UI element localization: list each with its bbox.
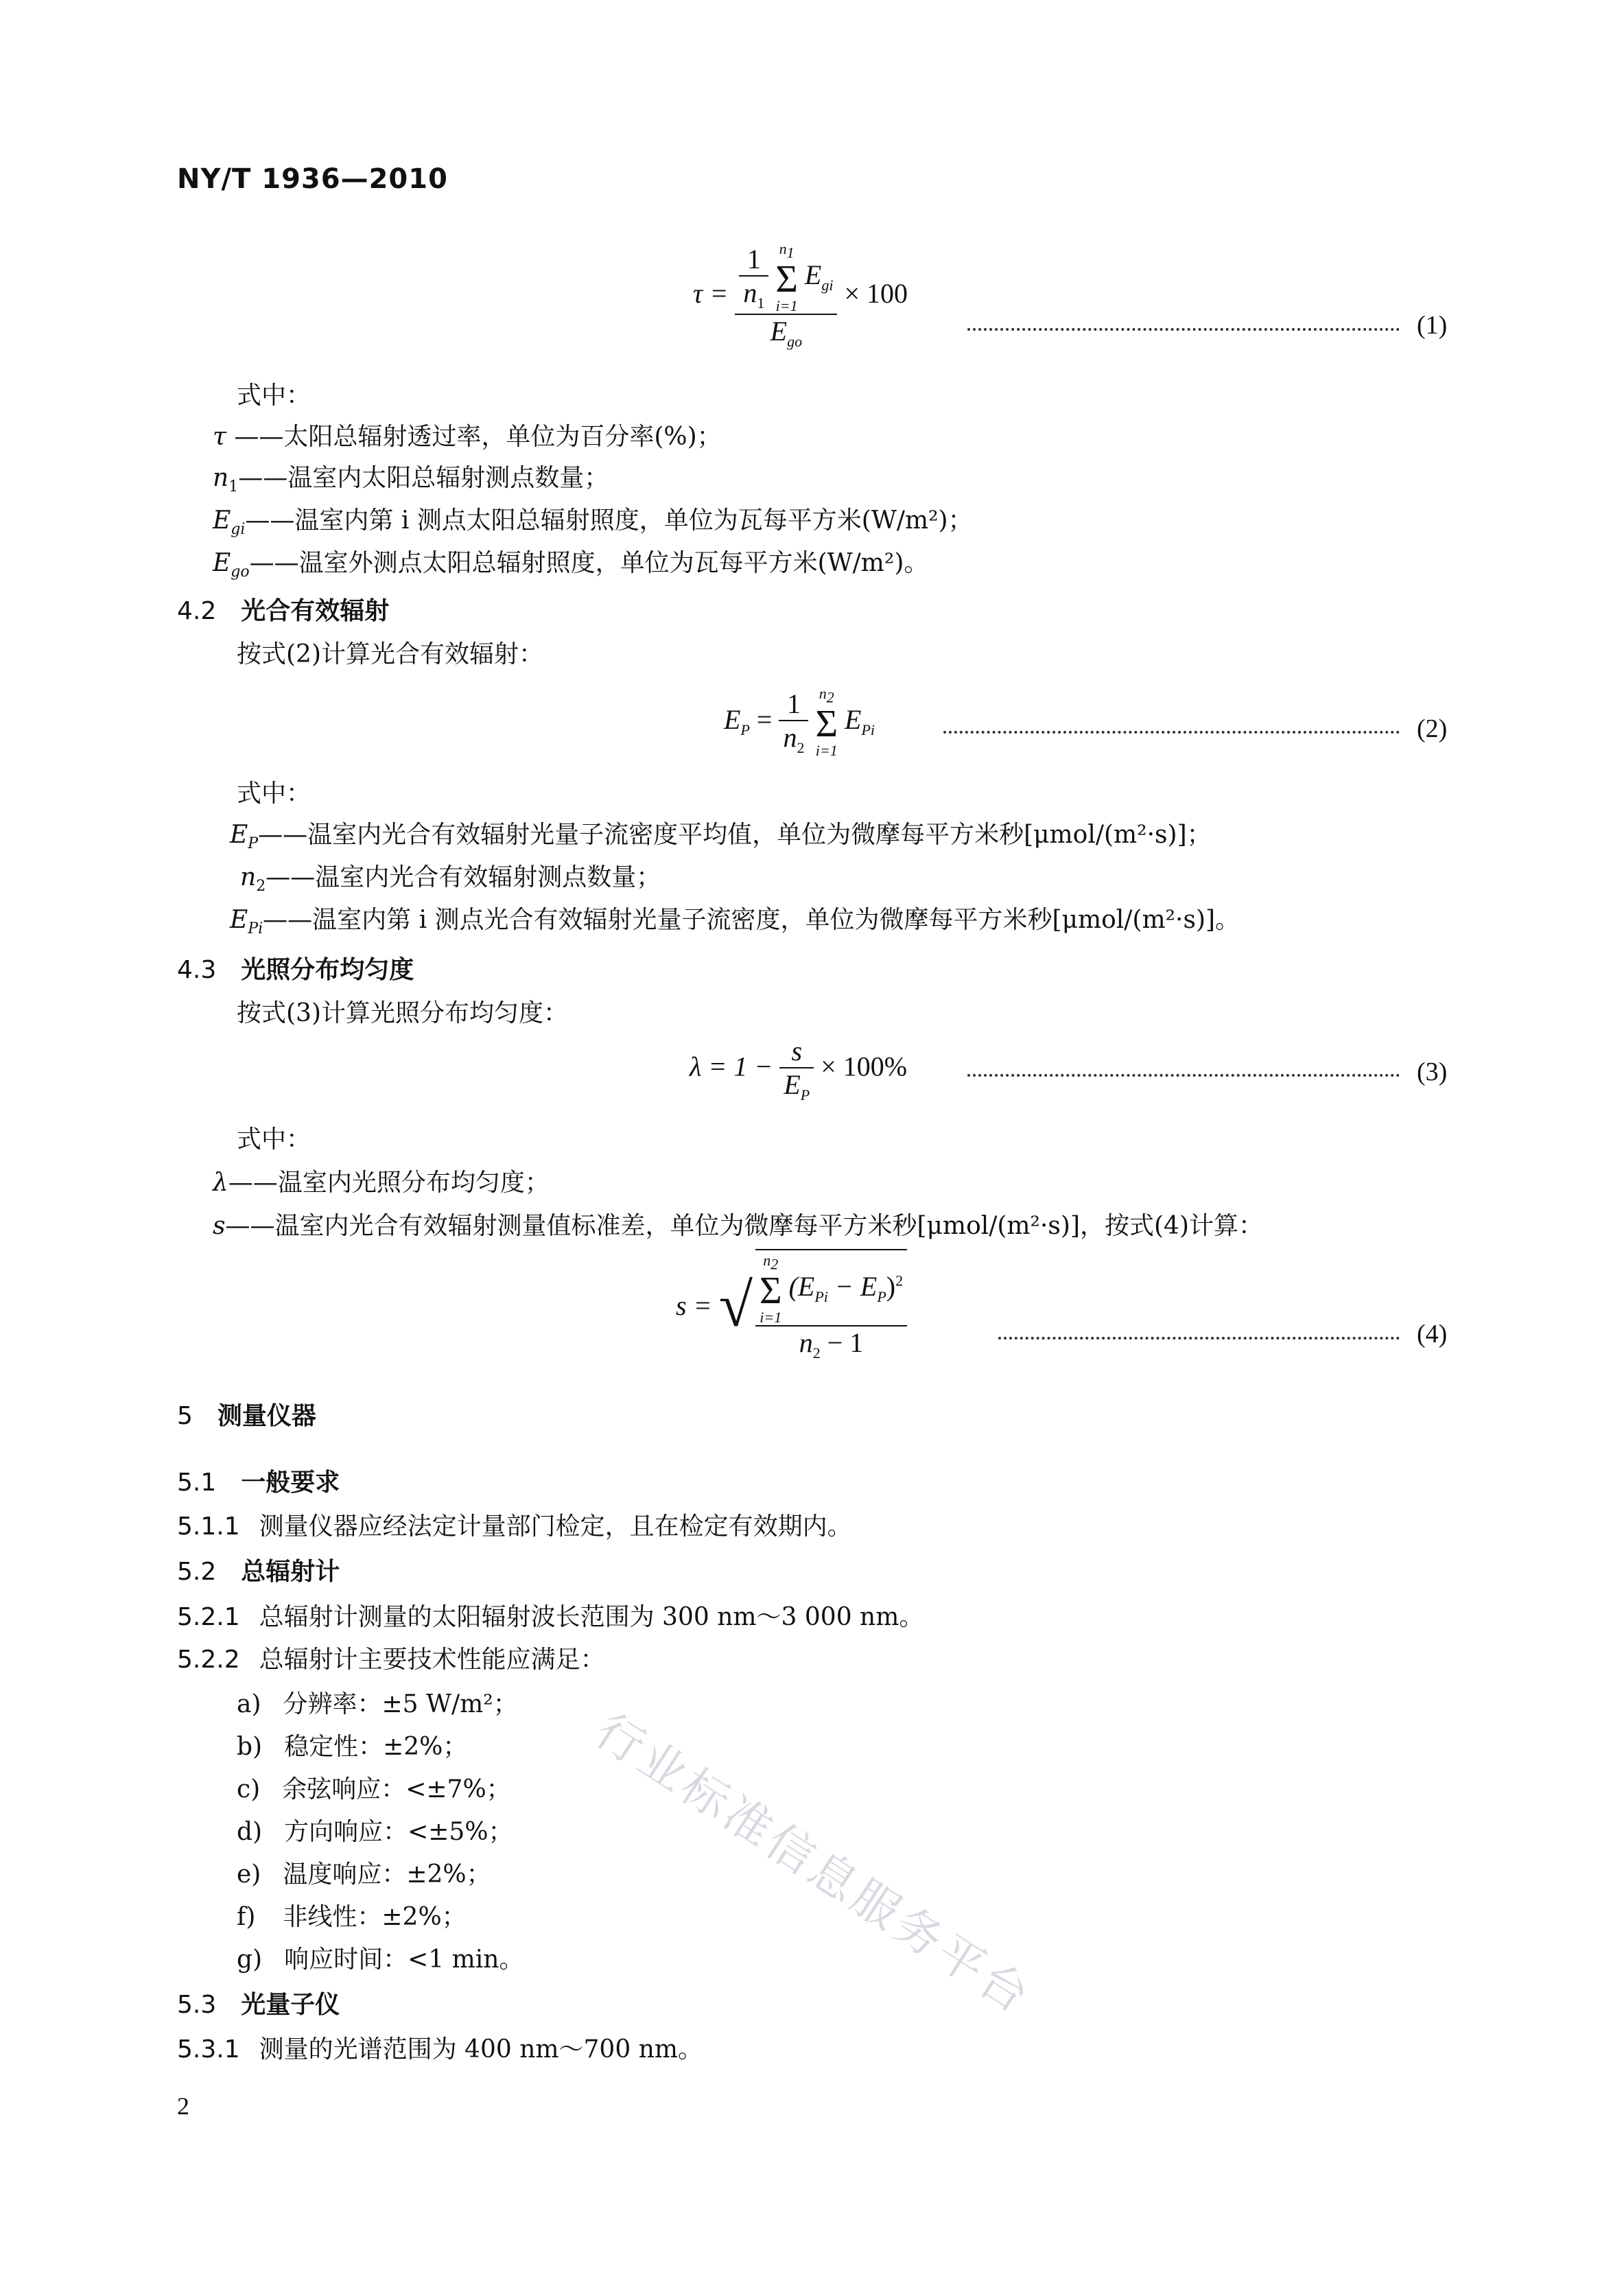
- sum-symbol: $n_2$ Σ i=1: [815, 685, 838, 760]
- eq1-lhs: τ =: [693, 277, 729, 309]
- eq1-number: (1): [1417, 311, 1448, 340]
- where-item: $E_{gi}——$温室内第 i 测点太阳总辐射照度，单位为瓦每平方米(W/m²)；: [213, 506, 973, 539]
- list-item: e) 温度响应：±2%；: [237, 1860, 491, 1889]
- clause: 5.3.1 测量的光谱范围为 400 nm～700 nm。: [177, 2035, 703, 2064]
- equation-2: $E_P$ = $\frac{1}{n_2}$ $n_2$ Σ i=1 $E_{Pi}$: [724, 685, 875, 760]
- section-intro: 按式(3)计算光照分布均匀度：: [237, 999, 568, 1027]
- where-item: $E_P——$温室内光合有效辐射光量子流密度平均值，单位为微摩每平方米秒[μmol/(m²·s)]；: [230, 821, 1212, 853]
- section-heading: 5.1 一般要求: [177, 1469, 340, 1497]
- where-item: λ——温室内光照分布均匀度；: [213, 1169, 550, 1197]
- eq2-number: (2): [1417, 714, 1448, 743]
- eq2-leader: [943, 731, 1400, 734]
- eq1-leader: [967, 328, 1400, 331]
- section-heading: 5.3 光量子仪: [177, 1991, 340, 2019]
- section-heading: 4.3 光照分布均匀度: [177, 956, 414, 984]
- list-item: c) 余弦响应：<±7%；: [237, 1775, 511, 1803]
- where-intro: 式中：: [237, 780, 311, 808]
- section-heading: 5.2 总辐射计: [177, 1558, 340, 1586]
- sqrt-icon: √: [718, 1271, 753, 1340]
- clause: 5.2.1 总辐射计测量的太阳辐射波长范围为 300 nm～3 000 nm。: [177, 1603, 924, 1631]
- eq3-leader: [967, 1074, 1400, 1077]
- where-item: $n_2——$温室内光合有效辐射测点数量；: [240, 863, 661, 896]
- eq4-leader: [998, 1337, 1400, 1340]
- section-heading: 4.2 光合有效辐射: [177, 597, 390, 625]
- eq1-times: × 100: [844, 277, 908, 309]
- watermark: 行业标准信息服务平台: [585, 1703, 1042, 2026]
- where-item: τ ——太阳总辐射透过率，单位为百分率(%)；: [213, 423, 722, 451]
- where-item: $E_{Pi}——$温室内第 i 测点光合有效辐射光量子流密度，单位为微摩每平方米秒[μmol/(m²·s)]。: [230, 906, 1240, 938]
- list-item: f) 非线性：±2%；: [237, 1903, 467, 1931]
- list-item: a) 分辨率：±5 W/m²；: [237, 1690, 518, 1718]
- clause: 5.1.1 测量仪器应经法定计量部门检定，且在检定有效期内。: [177, 1512, 852, 1541]
- eq3-number: (3): [1417, 1057, 1448, 1086]
- eq4-number: (4): [1417, 1320, 1448, 1348]
- section-intro: 按式(2)计算光合有效辐射：: [237, 640, 543, 668]
- equation-4: s = √ $n_2$ Σ i=1 $(E_{Pi} - E_P)^2$ $n_2 - 1$: [676, 1249, 907, 1362]
- eq1-fraction: $\frac{1}{n_1}$ $n_1$ Σ i=1 $E_{gi}$ $E_{go}$: [735, 242, 837, 351]
- list-item: g) 响应时间：<1 min。: [237, 1945, 524, 1974]
- standard-number: NY/T 1936—2010: [177, 163, 448, 195]
- page-number: 2: [177, 2092, 189, 2120]
- section-heading: 5 测量仪器: [177, 1402, 316, 1430]
- equation-3: λ = 1 − $\frac{s}{E_P}$ × 100%: [690, 1036, 908, 1103]
- list-item: d) 方向响应：<±5%；: [237, 1818, 513, 1846]
- where-intro: 式中：: [237, 1125, 311, 1154]
- sum-symbol: $n_1$ Σ i=1: [775, 240, 798, 315]
- where-intro: 式中：: [237, 382, 311, 410]
- clause: 5.2.2 总辐射计主要技术性能应满足：: [177, 1646, 605, 1674]
- sum-symbol: $n_2$ Σ i=1: [759, 1252, 782, 1327]
- equation-1: [693, 242, 908, 351]
- where-item: s——温室内光合有效辐射测量值标准差，单位为微摩每平方米秒[μmol/(m²·s)]，按式(4)计算：: [213, 1212, 1263, 1240]
- list-item: b) 稳定性：±2%；: [237, 1733, 468, 1761]
- where-item: $n_1——$温室内太阳总辐射测点数量；: [213, 464, 609, 496]
- where-item: $E_{go}——$温室外测点太阳总辐射照度，单位为瓦每平方米(W/m²)。: [213, 549, 929, 581]
